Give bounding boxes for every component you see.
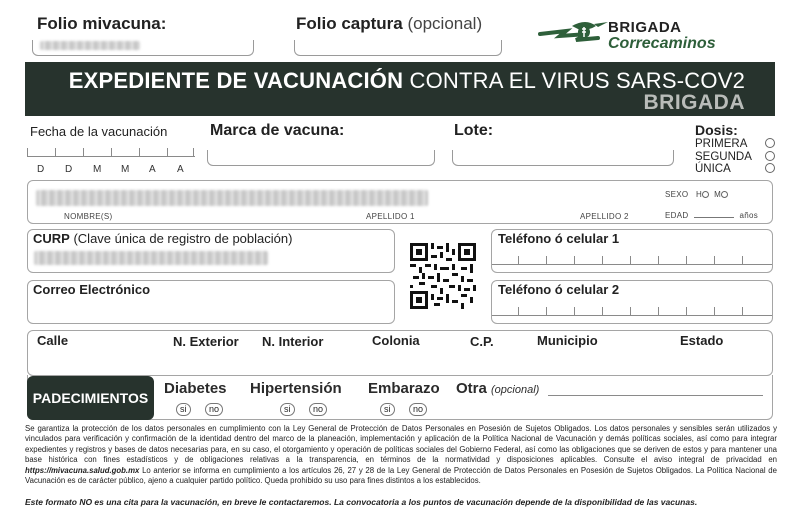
phone2-label: Teléfono ó celular 2: [498, 282, 620, 297]
vaccination-date-label: Fecha de la vacunación: [30, 124, 168, 139]
diabetes-no[interactable]: no: [205, 403, 223, 416]
qr-code: [410, 243, 476, 309]
folio-captura-label: [296, 14, 482, 34]
vaccine-brand-label: Marca de vacuna:: [210, 122, 345, 139]
brand-line-1: BRIGADA: [608, 19, 682, 36]
estado-label: Estado: [680, 333, 724, 348]
dose-segunda-label: SEGUNDA: [695, 150, 752, 163]
dose-segunda-radio[interactable]: [765, 151, 775, 161]
otra-label-text: Otra: [456, 380, 487, 397]
curp-label-rest: (Clave única de registro de población): [73, 231, 293, 246]
date-format-letters: [27, 164, 195, 175]
vaccine-brand-field[interactable]: [207, 150, 435, 166]
dose-unica-radio[interactable]: [765, 163, 775, 173]
footer-note: Este formato NO es una cita para la vacunación, en breve le contactaremos. La convocatoria a los puntos de vacunación depende de la disponibilidad de las vacunas.: [25, 497, 698, 507]
sexo-h-radio[interactable]: [702, 191, 709, 198]
edad-group: [665, 211, 758, 220]
email-label: Correo Electrónico: [33, 282, 151, 297]
folio-mivacuna-label: Folio mivacuna:: [37, 14, 167, 33]
embarazo-si[interactable]: si: [380, 403, 395, 416]
full-name-value-redacted: [36, 190, 428, 206]
brigada-correcaminos-logo: [536, 14, 716, 58]
date-letter-d1: D: [37, 164, 45, 175]
edad-field[interactable]: [694, 217, 734, 218]
dose-option-unica[interactable]: [695, 163, 775, 176]
date-letter-a2: A: [177, 164, 184, 175]
sexo-group: [665, 190, 728, 199]
apellido2-label: APELLIDO 2: [580, 212, 629, 221]
colonia-label: Colonia: [372, 333, 420, 348]
calle-label: Calle: [37, 333, 69, 348]
folio-mivacuna-value-redacted: [40, 41, 140, 50]
date-letter-m1: M: [93, 164, 102, 175]
banner-title-rest: CONTRA EL VIRUS SARS-COV2: [409, 68, 745, 93]
diabetes-options: [176, 399, 223, 417]
hipertension-no[interactable]: no: [309, 403, 327, 416]
banner-subtitle: BRIGADA: [643, 91, 745, 114]
curp-value-redacted: [34, 251, 268, 265]
embarazo-no[interactable]: no: [409, 403, 427, 416]
qr-code-icon: [410, 243, 476, 309]
privacy-notice: [25, 424, 777, 486]
embarazo-options: [380, 399, 427, 417]
lot-field[interactable]: [452, 150, 674, 166]
phone1-digits[interactable]: [492, 263, 772, 265]
n-interior-label: N. Interior: [262, 334, 324, 349]
edad-label: EDAD: [665, 211, 689, 220]
dose-option-segunda[interactable]: [695, 151, 775, 164]
sexo-label: SEXO: [665, 190, 689, 199]
curp-label-bold: CURP: [33, 231, 70, 246]
cp-label: C.P.: [470, 334, 494, 349]
brand-line-2: Correcaminos: [608, 35, 716, 52]
anos-label: años: [739, 211, 759, 220]
hipertension-label: Hipertensión: [250, 380, 342, 397]
roadrunner-logo-icon: [536, 14, 612, 54]
dose-option-primera[interactable]: [695, 138, 775, 151]
dose-primera-label: PRIMERA: [695, 138, 748, 150]
privacy-url-link[interactable]: https://mivacuna.salud.gob.mx: [25, 465, 140, 475]
date-letter-m2: M: [121, 164, 130, 175]
phone1-label: Teléfono ó celular 1: [498, 231, 620, 246]
folio-captura-field[interactable]: [294, 40, 502, 56]
apellido1-label: APELLIDO 1: [366, 212, 415, 221]
nombre-label: NOMBRE(S): [64, 212, 113, 221]
dose-options: [695, 138, 775, 176]
otra-field[interactable]: [548, 395, 763, 396]
dose-primera-radio[interactable]: [765, 138, 775, 148]
otra-optional: (opcional): [491, 384, 540, 396]
title-banner: [25, 62, 775, 116]
privacy-text-1: Se garantiza la protección de los datos personales en cumplimiento con la Ley General de Protección de Datos Personales en Posesión de Sujetos Obligados. Los datos personales y sensibles serán utilizados y vinculados para verificación y confirmación de la identidad dentro del marco de la planeación, implementación y aplicación de la Política Nacional de Vacunación y demás políticas sociales, así como para integrar expedientes y registros y bases de datos necesarias para, en su caso, el otorgamiento y operación de políticas sociales del Gobierno Federal, así como las obligaciones que se deriven de estos y para mantener una base histórica con fines estadísticos y de obligaciones relativas a la transparencia, en términos de la normatividad y disposiciones aplicables. Consulte el aviso integral de privacidad en: [25, 424, 777, 465]
banner-title-bold: EXPEDIENTE DE VACUNACIÓN: [68, 68, 404, 93]
municipio-label: Municipio: [537, 333, 598, 348]
folio-captura-optional: (opcional): [407, 14, 483, 33]
hipertension-si[interactable]: si: [280, 403, 295, 416]
dose-unica-label: ÚNICA: [695, 163, 731, 175]
vaccination-date-field[interactable]: [27, 156, 195, 157]
date-letter-a1: A: [149, 164, 156, 175]
sexo-m-label: M: [714, 190, 722, 199]
diabetes-si[interactable]: si: [176, 403, 191, 416]
sexo-m-radio[interactable]: [721, 191, 728, 198]
lot-label: Lote:: [454, 122, 494, 139]
otra-label: [456, 380, 539, 397]
dose-label: Dosis:: [695, 122, 738, 138]
hipertension-options: [280, 399, 327, 417]
n-exterior-label: N. Exterior: [173, 334, 239, 349]
embarazo-label: Embarazo: [368, 380, 440, 397]
phone2-digits[interactable]: [492, 314, 772, 316]
diabetes-label: Diabetes: [164, 380, 227, 397]
sexo-h-label: H: [696, 190, 703, 199]
conditions-label: PADECIMIENTOS: [27, 376, 154, 420]
folio-captura-label-text: Folio captura: [296, 14, 403, 33]
privacy-text-2: Lo anterior se informa en cumplimiento a los artículos 26, 27 y 28 de la Ley General de Protección de Datos Personales en Posesión de Sujetos Obligados. La Política Nacional de Vacunación es de carácter público, ajeno a cualquier partido político. Queda prohibido su uso para fines distintos a los establecidos.: [25, 465, 777, 486]
curp-label: [33, 231, 292, 246]
date-letter-d2: D: [65, 164, 73, 175]
